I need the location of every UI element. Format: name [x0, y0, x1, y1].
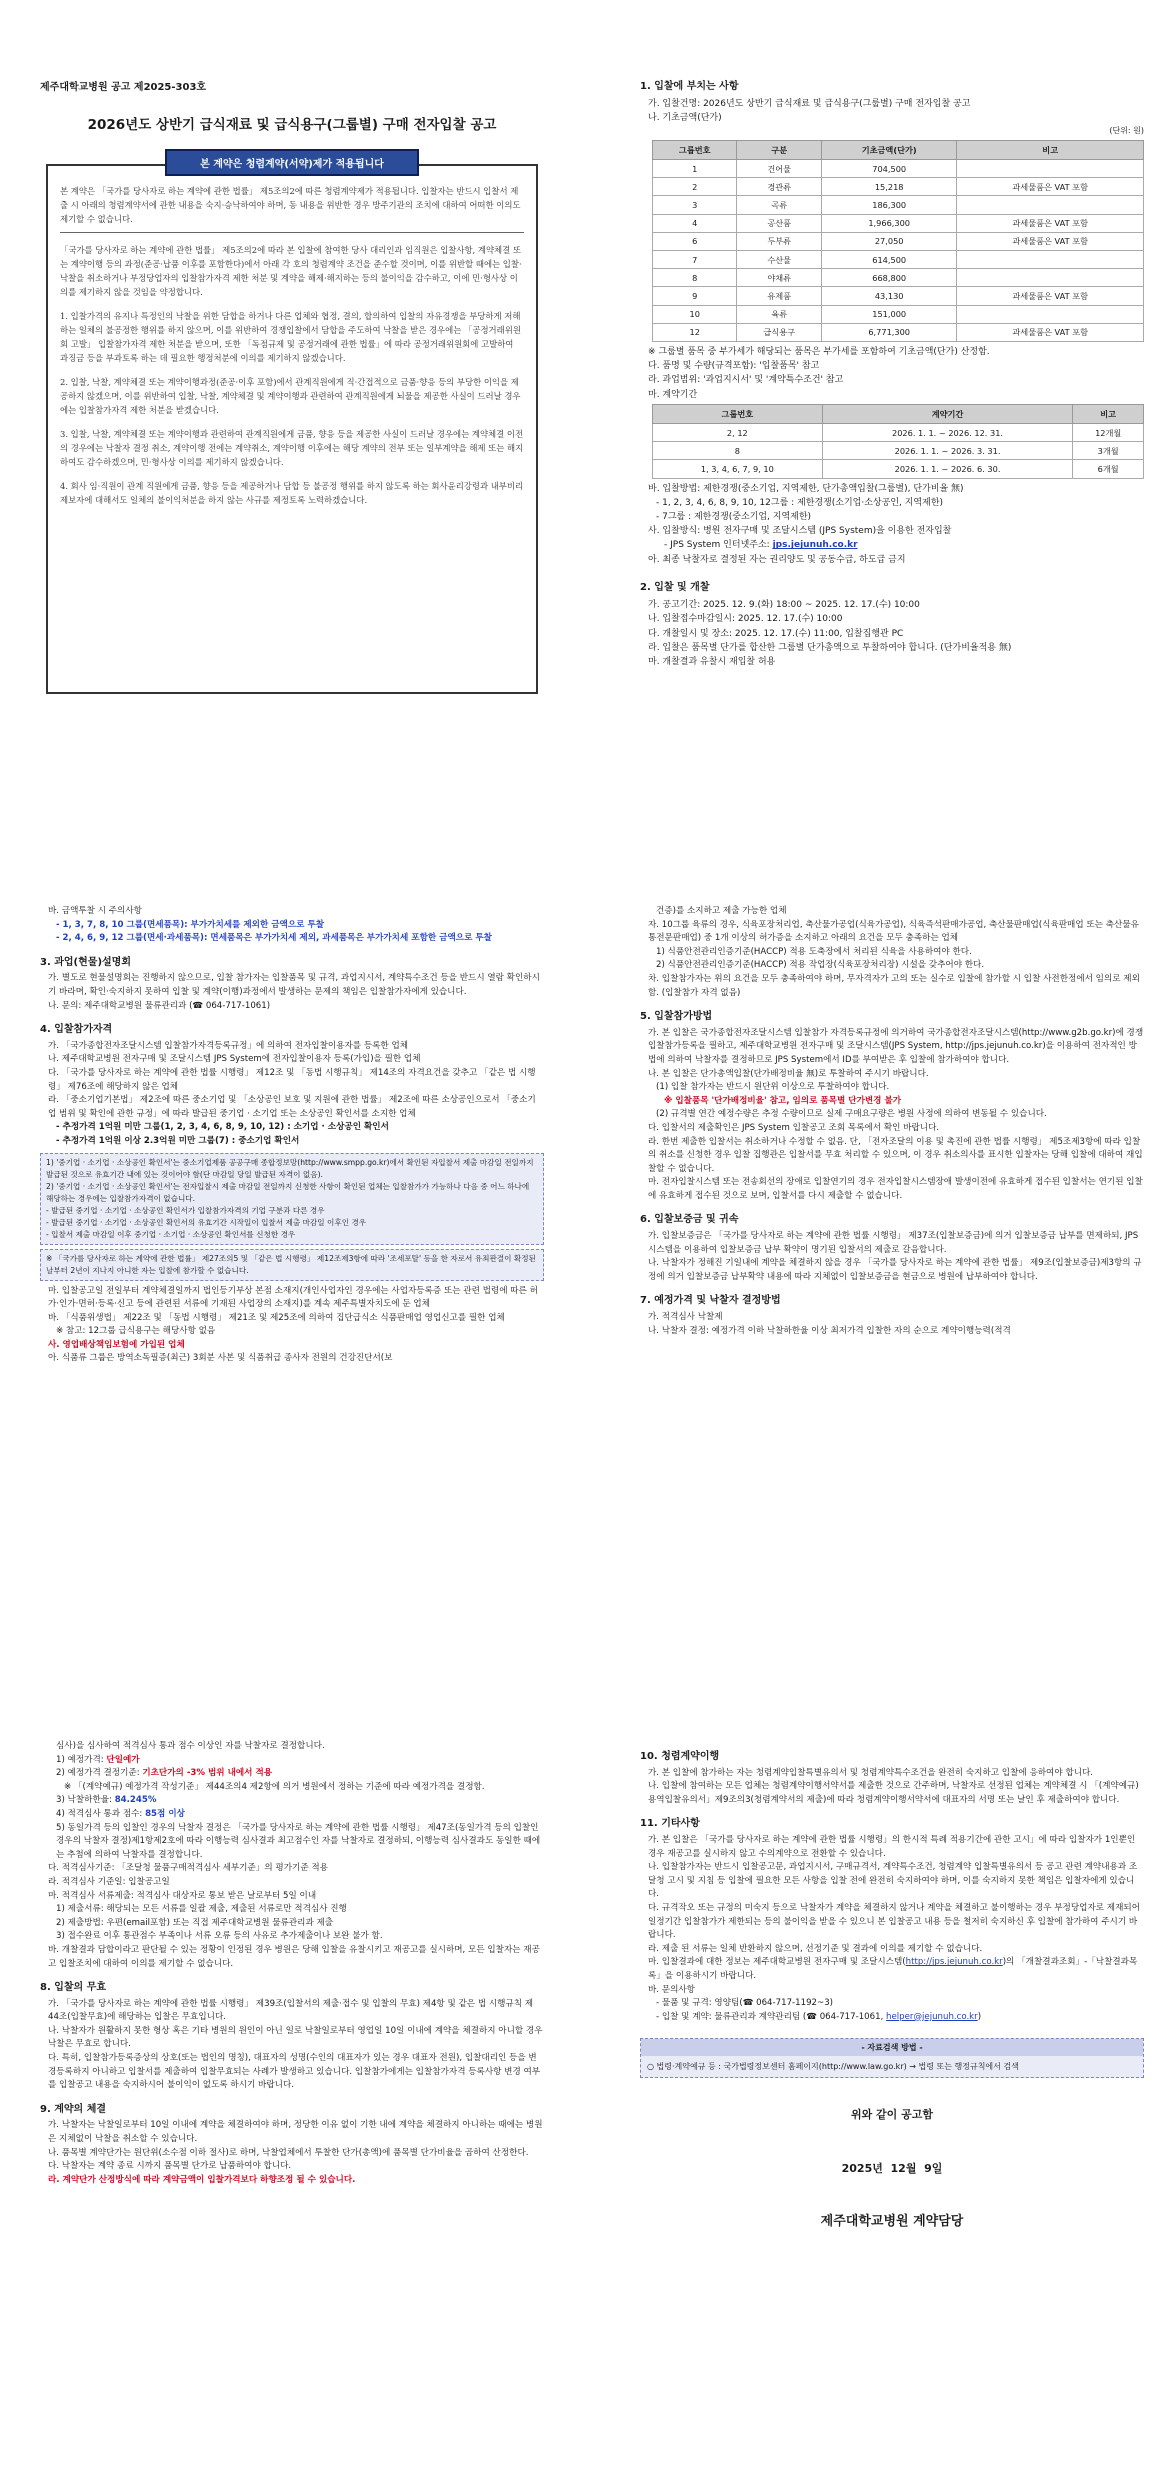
item-text: 5) 동일가격 등의 입찰인 경우의 낙찰자 결정은 「국가를 당사자로 하는 계약에 관한 법률 시행령」 제47조(동일가격 등의 입찰인 경우의 낙찰자 결정)제1항제2호에 따라 이행능력 심사결과 최고점수인 자를 낙찰자로 결정하되, 이행능력 심사결과도 동일한 때에는 추첨에 의하여 낙찰자를 결정합니다.	[56, 1822, 541, 1860]
page-3	[40, 905, 544, 1715]
item-text: 바. 개찰결과 담합이라고 판단될 수 있는 정황이 인정된 경우 병원은 당해 입찰을 유찰시키고 재공고를 실시하며, 모든 입찰자는 재공고 입찰조치에 대하여 이의를 제기할 수 없습니다.	[48, 1944, 540, 1969]
table-cell	[957, 251, 1144, 269]
table-row	[653, 196, 1144, 214]
item-text: 마. 개찰결과 유찰시 재입찰 허용	[648, 656, 776, 667]
table-cell: 12개월	[1073, 424, 1144, 442]
table-row	[653, 287, 1144, 305]
law-search-text: ○ 법령·계약예규 등 : 국가법령정보센터 홈페이지(http://www.law.go.kr) → 법령 또는 행정규칙에서 검색	[647, 2062, 1019, 2072]
certificate-note-box	[40, 1153, 544, 1245]
jps-result-link[interactable]: http://jps.jejunuh.co.kr	[905, 1957, 1003, 1968]
item-text: 가. 「국가를 당사자로 하는 계약에 관한 법률 시행령」 제39조(입찰서의 제출·접수 및 입찰의 무효) 제4항 및 같은 법 시행규칙 제44조(입찰무효)에 해당하는 입찰은 무효입니다.	[48, 1998, 534, 2023]
table-cell: 151,000	[821, 305, 956, 323]
table-row	[653, 160, 1144, 178]
item-text: 나. 낙찰자가 원활하지 못한 형상 혹은 기타 병원의 원인이 아닌 일로 낙찰일로부터 영업일 10일 이내에 계약을 체결하지 아니할 경우 낙찰은 무효로 합니다.	[48, 2025, 543, 2050]
item-text: 라. 제출 된 서류는 일체 반환하지 않으며, 선정기준 및 결과에 이의를 제기할 수 없습니다.	[648, 1943, 983, 1954]
integrity-pledge-box	[46, 164, 538, 694]
item-text: 라. 과업범위: '과업지시서' 및 '계약특수조건' 참고	[648, 375, 844, 386]
item-text: 차. 입찰참가자는 위의 요건을 모두 충족하여야 하며, 무자격자가 고의 또는 실수로 입찰에 참가할 시 입찰 사전한정에서 임의로 제외 함. (입찰참가 자격 없음)	[648, 973, 1140, 998]
table-cell	[957, 196, 1144, 214]
table-header: 구분	[737, 140, 821, 159]
table-cell: 6	[653, 232, 737, 250]
item-text: 마. 전자입찰시스템 또는 전송회선의 장애로 입찰연기의 경우 전자입찰시스템장애 발생이전에 유효하게 접수된 입찰서는 연기된 입찰에 유효하게 접수된 것으로 보며, 입찰서를 다시 제출할 수 없습니다.	[648, 1177, 1143, 1201]
table-cell: 1, 3, 4, 6, 7, 9, 10	[653, 460, 823, 478]
page-2	[640, 70, 1144, 850]
item-text: 자. 10그룹 육류의 경우, 식육포장처리업, 축산물가공업(식육가공업), 식육즉석판매가공업, 축산물판매업(식육판매업 또는 축산물유통전문판매업) 중 1개 이상의 허가증을 소지하고 아래의 요건을 모두 충족하는 업체	[648, 919, 1139, 944]
table-cell: 과세물품은 VAT 포함	[957, 287, 1144, 305]
item-text: 1) 예정가격: 단일예가	[56, 1754, 140, 1765]
item-text	[640, 1956, 1144, 1983]
table-cell: 6,771,300	[821, 323, 956, 341]
item-text: 바. 입찰방법: 제한경쟁(중소기업, 지역제한, 단가총액입찰(그룹별), 단가비율 無)	[648, 483, 964, 494]
section-10-heading: 10. 청렴계약이행	[640, 1751, 720, 1762]
table-cell: 9	[653, 287, 737, 305]
item-text: 다. 「국가를 당사자로 하는 계약에 관한 법률 시행령」 제12조 및 「동법 시행규칙」 제14조의 자격요건을 갖추고 「같은 법 시행령」 제76조에 해당하지 않은 업체	[48, 1067, 536, 1092]
highlight: 단일예가	[106, 1754, 140, 1765]
item-text: 라. 적격심사 기준일: 입찰공고일	[48, 1876, 170, 1887]
item-text: 다. 특히, 입찰참가등록증상의 상호(또는 법인의 명칭), 대표자의 성명(수인의 대표자가 있는 경우 대표자 전원), 입찰대리인 등을 변경등록하지 아니하고 입찰서를 제출하여 입찰무효되는 사례가 발생하고 있습니다. 입찰참가에게는 입찰참가자격 등록사항 변경 여부를 입찰공고 내용을 숙지하시어 불이익이 없도록 하시기 바랍니다.	[48, 2053, 541, 2091]
item-text: 나. 문의: 제주대학교병원 물류관리과 (☎ 064-717-1061)	[48, 1000, 271, 1011]
item-text: 가. 본 입찰은 「국가를 당사자로 하는 계약에 관한 법률 시행령」의 한시적 특례 적용기간에 관한 고시」에 따라 입찰자가 1인뿐인 경우 재공고를 실시하지 않고 수의계약으로 전환할 수 있습니다.	[648, 1834, 1136, 1859]
item-text: 사. 입찰방식: 병원 전자구매 및 조달시스템 (JPS System)을 이용한 전자입찰	[648, 526, 952, 537]
item-text: 나. 기초금액(단가)	[648, 113, 722, 124]
item-text: 마. 입찰공고일 전일부터 계약체결일까지 법인등기부상 본점 소재지(개인사업자인 경우에는 사업자등록증 또는 관련 법령에 따른 허가·인가·면허·등록·신고 등에 관련된 서류에 기재된 사업장의 소재지)를 계속 제주특별자치도에 둔 업체	[48, 1285, 538, 1310]
table-cell: 과세물품은 VAT 포함	[957, 214, 1144, 232]
item-text: 나. 입찰참가자는 반드시 입찰공고문, 과업지시서, 구매규격서, 계약특수조건, 청렴계약 입찰특별유의서 등 공고 관련 계약내용과 조달청 고시 및 지침 등 입찰에 필요한 모든 사항을 입찰 전에 완전히 숙지하여야 하며, 이를 숙지하지 못한 책임은 입찰자에게 있습니다.	[648, 1862, 1138, 1900]
page-4	[640, 905, 1144, 1715]
page-1	[40, 70, 544, 850]
law-search-box	[640, 2038, 1144, 2078]
table-header: 기초금액(단가)	[821, 140, 956, 159]
item-text: - 추정가격 1억원 이상 2.3억원 미만 그룹(7) : 중소기업 확인서	[56, 1135, 300, 1146]
table-row	[653, 442, 1144, 460]
item-text: - 2, 4, 6, 9, 12 그룹(면세·과세품목): 면세품목은 부가가치세 제외, 과세품목은 부가가치세 포함한 금액으로 투찰	[56, 933, 492, 944]
item-text: 라. 계약단가 산정방식에 따라 계약금액이 입찰가격보다 하향조정 될 수 있습니다.	[48, 2174, 356, 2185]
item-text: 가. 본 입찰에 참가하는 자는 청렴계약입찰특별유의서 및 청렴계약특수조건을 완전히 숙지하고 입찰에 응하여야 합니다.	[648, 1767, 1094, 1778]
item-text	[640, 538, 1144, 552]
base-price-table	[652, 140, 1144, 342]
table-row	[653, 305, 1144, 323]
integrity-banner: 본 계약은 청렴계약(서약)제가 적용됩니다	[165, 149, 419, 176]
table-body	[653, 160, 1144, 342]
item-text: 4) 적격심사 통과 점수: 85점 이상	[56, 1808, 185, 1819]
item-text: 다. 품명 및 수량(규격포함): '입찰품목' 참고	[648, 361, 820, 372]
item-text: 가. 본 입찰은 국가종합전자조달시스템 입찰참가 자격등록규정에 의거하여 국가종합전자조달시스템(http://www.g2b.go.kr)에 경쟁입찰참가등록을 필하고, 제주대학교병원 전자구매 및 조달시스템(JPS System, http://jps.jejunuh.co.kr)을 이용하여 전자적인 방법에 의하여 낙찰자를 결정하므로 JPS System에서 ID를 부여받은 후 입찰에 참가하여야 합니다.	[648, 1027, 1144, 1065]
email-link[interactable]: helper@jejunuh.co.kr	[886, 2011, 978, 2022]
table-cell: 유제품	[737, 287, 821, 305]
note-text: 2) '중기업 · 소기업 · 소상공인 확인서'는 전자입찰시 제출 마감일 전일까지 신청한 사항이 확인된 업체는 입찰참가가 가능하나 다음 중 어느 하나에 해당하는 경우에는 입찰참가자격이 없습니다. - 발급된 중기업 · 소기업 · 소상공인 확인서가 입찰참가자격의 기업 구분과 다른 경우 - 발급된 중기업 · 소기업 · 소상공인 확인서의 유효기간 시작일이 입찰서 제출 마감일 이후인 경우 - 입찰서 제출 마감일 이후 중기업 · 소기업 · 소상공인 확인서를 신청한 경우	[46, 1181, 530, 1239]
table-cell	[957, 269, 1144, 287]
table-cell: 2026. 1. 1. ~ 2026. 6. 30.	[822, 460, 1073, 478]
item-text: 가. 「국가종합전자조달시스템 입찰참가자격등록규정」에 의하여 전자입찰이용자를 등록한 업체	[48, 1040, 409, 1051]
item-text: 다. 규격작오 또는 규정의 미숙지 등으로 낙찰자가 계약을 체결하지 않거나 계약을 체결하고 불이행하는 경우 부정당업자로 제재되어 일정기간 입찰참가가 제한되는 등의 불이익을 받을 수 있으니 본 입찰공고 내용 등을 철저히 숙지하신 후 입찰에 참가하여 주시기 바랍니다.	[648, 1902, 1140, 1941]
text-part: 마. 입찰결과에 대한 정보는 제주대학교병원 전자구매 및 조달시스템(	[648, 1957, 906, 1968]
item-text: 1) 식품안전관리인증기준(HACCP) 적용 도축장에서 처리된 식육을 사용하여야 한다.	[656, 946, 972, 957]
section-2-heading: 2. 입찰 및 개찰	[640, 581, 710, 593]
text-part: )	[977, 2011, 982, 2022]
item-text: 가. 별도로 현물설명회는 진행하지 않으므로, 입찰 참가자는 입찰품목 및 규격, 과업지시서, 계약특수조건 등을 반드시 열람 확인하시기 바라며, 확인·숙지하지 못하여 입찰 및 계약(이행)과정에서 발생하는 문제의 책임은 입찰참가자에게 있습니다.	[48, 973, 540, 997]
item-text: - 1, 2, 3, 4, 6, 8, 9, 10, 12그룹 : 제한경쟁(소기업·소상공인, 지역제한)	[656, 497, 944, 508]
item-text: 가. 적격심사 낙찰제	[648, 1312, 723, 1323]
table-cell: 급식용구	[737, 323, 821, 341]
item-text: - 1, 3, 7, 8, 10 그룹(면세품목): 부가가치세를 제외한 금액으로 투찰	[56, 919, 325, 930]
item-text: 심사)을 심사하여 적격심사 통과 점수 이상인 자를 낙찰자로 결정합니다.	[56, 1741, 325, 1751]
table-cell: 과세물품은 VAT 포함	[957, 232, 1144, 250]
pledge-intro: 본 계약은 「국가를 당사자로 하는 계약에 관한 법률」 제5조의2에 따른 청렴계약제가 적용됩니다. 입찰자는 반드시 입찰서 제출 시 아래의 청렴계약서에 관한 내용을 숙지·승낙하여야 하며, 동 내용을 위반한 경우 방주기관의 조치에 대하여 어떠한 이의도 제기할 수 없습니다.	[60, 184, 524, 233]
item-text: 2) 제출방법: 우편(email포함) 또는 직접 제주대학교병원 물류관리과 제출	[56, 1917, 334, 1928]
table-cell: 2, 12	[653, 424, 823, 442]
table-cell: 8	[653, 269, 737, 287]
closing-statement: 위와 같이 공고함	[850, 2108, 934, 2122]
table-cell: 1,966,300	[821, 214, 956, 232]
section-1-heading: 1. 입찰에 부치는 사항	[640, 81, 739, 92]
table-cell: 두부류	[737, 232, 821, 250]
jps-url-label: - JPS System 인터넷주소:	[664, 540, 770, 551]
section-7-heading: 7. 예정가격 및 낙찰자 결정방법	[640, 1295, 781, 1307]
highlight: 기초단가의 -3% 범위 내에서 적용	[142, 1768, 273, 1779]
item-text: 1) 제출서류: 해당되는 모든 서류를 일괄 제출, 제출된 서류로만 적격심사 진행	[56, 1904, 347, 1915]
pledge-paragraph: 「국가를 당사자로 하는 계약에 관한 법률」 제5조의2에 따라 본 입찰에 참여한 당사 대리인과 임직원은 입찰사항, 계약체결 또는 계약이행 등의 과정(준공·납품 이후를 포함한다)에서 아래 각 호의 청렴계약 조건을 준수할 것이며, 이를 위반할 때에는 입찰·낙찰을 취소하거나 부정당업자의 입찰참가자격 제한 처분 및 계약을 해제·해지하는 등의 불이익을 감수하고, 이에 민·형사상 이의를 제기하지 않을 것임을 약정합니다.	[60, 245, 522, 297]
item-text: 아. 식품류 그룹은 방역소독필증(최근) 3회분 사본 및 식품취급 종사자 전원의 건강진단서(보	[48, 1353, 393, 1364]
table-header: 그룹번호	[653, 404, 823, 423]
table-row	[653, 323, 1144, 341]
table-cell: 경관류	[737, 178, 821, 196]
pledge-item: 4. 회사 임·직원이 관계 직원에게 금품, 향응 등을 제공하거나 담합 등 불공정 행위를 하지 않도록 하는 회사윤리강령과 내부비리 제보자에 대해서도 일체의 불이익처분을 하지 않는 사규를 제정토록 노력하겠습니다.	[60, 481, 524, 505]
item-text: 나. 입찰접수마감일시: 2025. 12. 17.(수) 10:00	[648, 614, 843, 625]
item-text: 라. 입찰은 품목별 단가를 합산한 그룹별 단가총액으로 투찰하여야 합니다. (단가비율적용 無)	[648, 642, 1012, 653]
table-row	[653, 424, 1144, 442]
table-row	[653, 460, 1144, 478]
note: ※ 그룹별 품목 중 부가세가 해당되는 품목은 부가세를 포함하여 기초금액(단가) 산정함.	[648, 347, 990, 358]
item-text: (2) 규격별 연간 예정수량은 추정 수량이므로 실제 구매요구량은 병원 사정에 의하여 변동될 수 있습니다.	[656, 1109, 1047, 1120]
table-cell: 12	[653, 323, 737, 341]
item-text: 2) 예정가격 결정기준: 기초단가의 -3% 범위 내에서 적용	[56, 1768, 273, 1779]
closing-signatory: 제주대학교병원 계약담당	[820, 2214, 964, 2230]
item-text: 나. 낙찰자가 정해진 기일내에 계약을 체결하지 않을 경우 「국가를 당사자로 하는 계약에 관한 법률」 제9조(입찰보증금)제3항의 규정에 의거 입찰보증금 납부확약 내용에 따라 지체없이 입찰보증금을 현금으로 병원에 납부하여야 합니다.	[648, 1258, 1142, 1282]
item-text: (1) 입찰 참가자는 반드시 원단위 이상으로 투찰하여야 합니다.	[656, 1082, 890, 1093]
item-text: 나. 입찰에 참여하는 모든 업체는 청렴계약이행서약서를 제출한 것으로 간주하며, 낙찰자로 선정된 업체는 계약체결 시 「(계약예규)용역입찰유의서」제9조의3(청렴계약서의 제출)에 따라 청렴계약이행서약서에 대표자의 서명 또는 날인 후 제출하여야 합니다.	[648, 1781, 1139, 1805]
table-cell: 4	[653, 214, 737, 232]
item-text: 아. 최종 낙찰자로 결정된 자는 권리양도 및 공동수급, 하도급 금지	[648, 554, 906, 565]
item-text: ※ 입찰품목 '단가배정비율' 참고, 임의로 품목별 단가변경 불가	[664, 1095, 902, 1106]
section-4-heading: 4. 입찰참가자격	[40, 1024, 113, 1036]
table-cell: 10	[653, 305, 737, 323]
table-header: 비고	[1073, 404, 1144, 423]
item-text: 가. 입찰건명: 2026년도 상반기 급식재료 및 급식용구(그룹별) 구매 전자입찰 공고	[648, 99, 971, 110]
section-3-heading: 3. 과업(현물)설명회	[40, 956, 131, 968]
highlight: 85점 이상	[145, 1808, 185, 1819]
table-cell: 1	[653, 160, 737, 178]
item-text: 마. 적격심사 서류제출: 적격심사 대상자로 통보 받은 날로부터 5일 이내	[48, 1890, 317, 1901]
table-header: 계약기간	[822, 404, 1073, 423]
table-cell: 6개월	[1073, 460, 1144, 478]
table-row	[653, 232, 1144, 250]
item-text: - 추정가격 1억원 미만 그룹(1, 2, 3, 4, 6, 8, 9, 10, 12) : 소기업 · 소상공인 확인서	[56, 1122, 389, 1133]
table-cell: 2	[653, 178, 737, 196]
item-text: 마. 계약기간	[648, 389, 698, 400]
page-5	[40, 1740, 544, 2460]
item-text: 라. 「중소기업기본법」 제2조에 따른 중소기업 및 「소상공인 보호 및 지원에 관한 법률」 제2조에 따른 소상공인으로서 「중소기업 범위 및 확인에 관한 규정」에 따라 발급된 중기업 · 소기업 또는 소상공인 확인서를 소지한 업체	[48, 1095, 536, 1119]
section-5-heading: 5. 입찰참가방법	[640, 1011, 713, 1023]
table-header: 그룹번호	[653, 140, 737, 159]
pledge-item: 1. 입찰가격의 유지나 특정인의 낙찰을 위한 담합을 하거나 다른 업체와 협정, 결의, 합의하여 입찰의 자유경쟁을 부당하게 저해하는 일체의 불공정한 행위를 하지 않으며, 이를 위반하여 경쟁입찰에서 담합을 주도하여 낙찰을 받은 경우에는 「공정거래위원회 고발」 입찰참가자격 제한 처분을 받으며, 또한 「독점규제 및 공정거래에 관한 법률」에 따라 공정거래위원회에 고발하여 과징금 등을 부과토록 하는 데 필요한 행정처분에 이의를 제기하지 않겠습니다.	[60, 311, 521, 363]
law-search-heading: - 자료검색 방법 -	[641, 2039, 1143, 2056]
item-text: 다. 입찰서의 제출확인은 JPS System 입찰공고 조회 목록에서 확인 바랍니다.	[648, 1122, 940, 1133]
section-11-heading: 11. 기타사항	[640, 1818, 700, 1830]
tax-evasion-note-box: ※ 「국가를 당사자로 하는 계약에 관한 법률」 제27조의5 및 「같은 법 시행령」 제12조제3항에 따라 '조세포탈' 등을 한 자로서 유죄판결이 확정된 날부터 2년이 지나지 아니한 자는 입찰에 참가할 수 없습니다.	[40, 1249, 544, 1281]
item-text: 다. 개찰일시 및 장소: 2025. 12. 17.(수) 11:00, 입찰집행관 PC	[648, 628, 904, 639]
item-text: 가. 낙찰자는 낙찰일로부터 10일 이내에 계약을 체결하여야 하며, 정당한 이유 없이 기한 내에 계약을 체결하지 아니하는 때에는 병원은 지체없이 낙찰을 취소할 수 있습니다.	[48, 2120, 543, 2145]
item-text: 가. 입찰보증금은 「국가를 당사자로 하는 계약에 관한 법률 시행령」 제37조(입찰보증금)에 의거 입찰보증금 납부를 면제하되, JPS시스템을 이용하여 입찰보증금 납부 확약이 명기된 입찰서의 제출로 갈음합니다.	[648, 1231, 1139, 1255]
item-text: 라. 한번 제출한 입찰서는 취소하거나 수정할 수 없음. 단, 「전자조달의 이용 및 촉진에 관한 법률 시행령」 제5조제3항에 따라 입찰의 취소를 신청한 경우 입찰 집행관은 입찰서를 무효 처리할 수 있으며, 이 경우 취소의사를 표시한 입찰자는 당해 입찰에 대하여 재입찰할 수 없습니다.	[648, 1136, 1143, 1174]
table-cell: 3개월	[1073, 442, 1144, 460]
table-row	[653, 269, 1144, 287]
item-text: 건증)를 소지하고 제출 가능한 업체	[656, 906, 787, 916]
page-6	[640, 1740, 1144, 2460]
table-row	[653, 251, 1144, 269]
item-text	[640, 2011, 1144, 2025]
item-text: 가. 공고기간: 2025. 12. 9.(화) 18:00 ~ 2025. 12. 17.(수) 10:00	[648, 600, 920, 611]
table-body	[653, 424, 1144, 479]
item-text: 3) 낙찰하한율: 84.245%	[56, 1795, 157, 1806]
table-cell: 야채류	[737, 269, 821, 287]
unit-label: (단위: 원)	[1109, 125, 1144, 135]
item-text: 2) 식품안전관리인증기준(HACCP) 적용 작업장(식육포장처리장) 시설을 갖추어야 한다.	[656, 960, 985, 971]
table-cell: 15,218	[821, 178, 956, 196]
jps-url-link[interactable]: jps.jejunuh.co.kr	[772, 540, 858, 551]
item-text: 나. 본 입찰은 단가총액입찰(단가배정비율 無)로 투찰하여 주시기 바랍니다.	[648, 1068, 929, 1079]
item-text: 나. 제주대학교병원 전자구매 및 조달시스템 JPS System에 전자입찰이용자 등록(가입)을 필한 업체	[48, 1054, 421, 1065]
table-cell: 곡류	[737, 196, 821, 214]
table-cell: 육류	[737, 305, 821, 323]
table-cell: 186,300	[821, 196, 956, 214]
table-cell: 3	[653, 196, 737, 214]
item-text: 사. 영업배상책임보험에 가입된 업체	[48, 1339, 185, 1350]
table-cell: 과세물품은 VAT 포함	[957, 178, 1144, 196]
item-text: 다. 적격심사기준: 「조달청 물품구매적격심사 세부기준」의 평가기준 적용	[48, 1863, 328, 1874]
item-text: - 7그룹 : 제한경쟁(중소기업, 지역제한)	[656, 512, 812, 523]
highlight: 84.245%	[114, 1795, 157, 1806]
table-cell: 과세물품은 VAT 포함	[957, 323, 1144, 341]
table-cell: 2026. 1. 1. ~ 2026. 12. 31.	[822, 424, 1073, 442]
table-cell: 2026. 1. 1. ~ 2026. 3. 31.	[822, 442, 1073, 460]
item-text: 나. 낙찰자 결정: 예정가격 이하 낙찰하한율 이상 최저가격 입찰한 자의 순으로 계약이행능력(적격	[648, 1325, 1011, 1336]
item-text: 다. 낙찰자는 계약 종료 시까지 품목별 단가로 납품하여야 합니다.	[48, 2161, 292, 2172]
item-text: 3) 접수완료 이후 통관점수 부족이나 서류 오류 등의 사유로 추가제출이나 보완 불가 함.	[56, 1931, 383, 1942]
table-cell: 27,050	[821, 232, 956, 250]
table-header: 비고	[957, 140, 1144, 159]
item-text: - 물품 및 규격: 영양팀(☎ 064-717-1192~3)	[656, 1998, 834, 2009]
table-cell: 건어물	[737, 160, 821, 178]
section-9-heading: 9. 계약의 체결	[40, 2103, 107, 2115]
notice-number: 제주대학교병원 공고 제2025-303호	[40, 82, 207, 93]
table-cell	[957, 160, 1144, 178]
table-row	[653, 214, 1144, 232]
table-cell: 704,500	[821, 160, 956, 178]
text-part: )의 「개찰결과조회」-「낙찰결과목록」을 이용하시기 바랍니다.	[648, 1957, 1138, 1981]
table-cell: 614,500	[821, 251, 956, 269]
table-cell	[957, 305, 1144, 323]
table-row	[653, 178, 1144, 196]
pledge-item: 2. 입찰, 낙찰, 계약체결 또는 계약이행과정(준공·이후 포함)에서 관계직원에게 직·간접적으로 금품·향응 등의 부당한 이익을 제공하지 않겠으며, 이를 위반하여 입찰, 낙찰, 계약체결 및 계약이행과 관련하여 관계직원에게 뇌물을 제공한 사실이 드러날 경우에는 입찰참가자격 제한 처분을 받겠습니다.	[60, 377, 521, 415]
section-8-heading: 8. 입찰의 무효	[40, 1982, 107, 1994]
table-cell: 8	[653, 442, 823, 460]
section-6-heading: 6. 입찰보증금 및 귀속	[640, 1214, 739, 1226]
table-cell: 공산품	[737, 214, 821, 232]
table-cell: 668,800	[821, 269, 956, 287]
item-text: 바. 금액투찰 시 주의사항	[48, 906, 142, 916]
table-cell: 7	[653, 251, 737, 269]
table-cell: 43,130	[821, 287, 956, 305]
document-title: 2026년도 상반기 급식재료 및 급식용구(그룹별) 구매 전자입찰 공고	[87, 117, 497, 133]
item-text: 바. 문의사항	[648, 1984, 695, 1995]
table-cell: 수산물	[737, 251, 821, 269]
item-text: 바. 「식품위생법」 제22조 및 「동법 시행령」 제21조 및 제25조에 의하여 집단급식소 식품판매업 영업신고를 필한 업체	[48, 1312, 505, 1323]
item-text: ※ 참고: 12그룹 급식용구는 해당사항 없음	[56, 1326, 216, 1337]
item-text: ※ 「(계약예규) 예정가격 작성기준」 제44조의4 제2항에 의거 병원에서 정하는 기준에 따라 예정가격을 결정함.	[64, 1781, 485, 1792]
text-part: - 입찰 및 계약: 물류관리과 계약관리팀 (☎ 064-717-1061,	[656, 2011, 884, 2022]
note-text: 1) '중기업 · 소기업 · 소상공인 확인서'는 중소기업제품 공공구매 종합정보망(http://www.smpp.go.kr)에서 확인된 자입찰서 제출 마감일 전일까지 발급된 것으로 유효기간 내에 있는 것이어야 함(단 마감일 당일 발급된 자격이 없음).	[46, 1157, 534, 1179]
contract-period-table	[652, 404, 1144, 479]
item-text: 나. 품목별 계약단가는 원단위(소수점 이하 절사)로 하며, 낙찰업체에서 투찰한 단가(총액)에 품목별 단가비율을 곱하여 산정한다.	[48, 2147, 529, 2158]
pledge-item: 3. 입찰, 낙찰, 계약체결 또는 계약이행과 관련하여 관계직원에게 금품, 향응 등을 제공한 사실이 드러날 경우에는 계약체결 이전의 경우에는 낙찰자 결정 취소, 계약이행 전에는 계약취소, 계약이행 이후에는 해당 계약의 전부 또는 일부계약을 해제 또는 해지하여도 감수하겠으며, 민·형사상 이의를 제기하지 않겠습니다.	[60, 429, 524, 467]
closing-date: 2025년 12월 9일	[841, 2161, 943, 2175]
